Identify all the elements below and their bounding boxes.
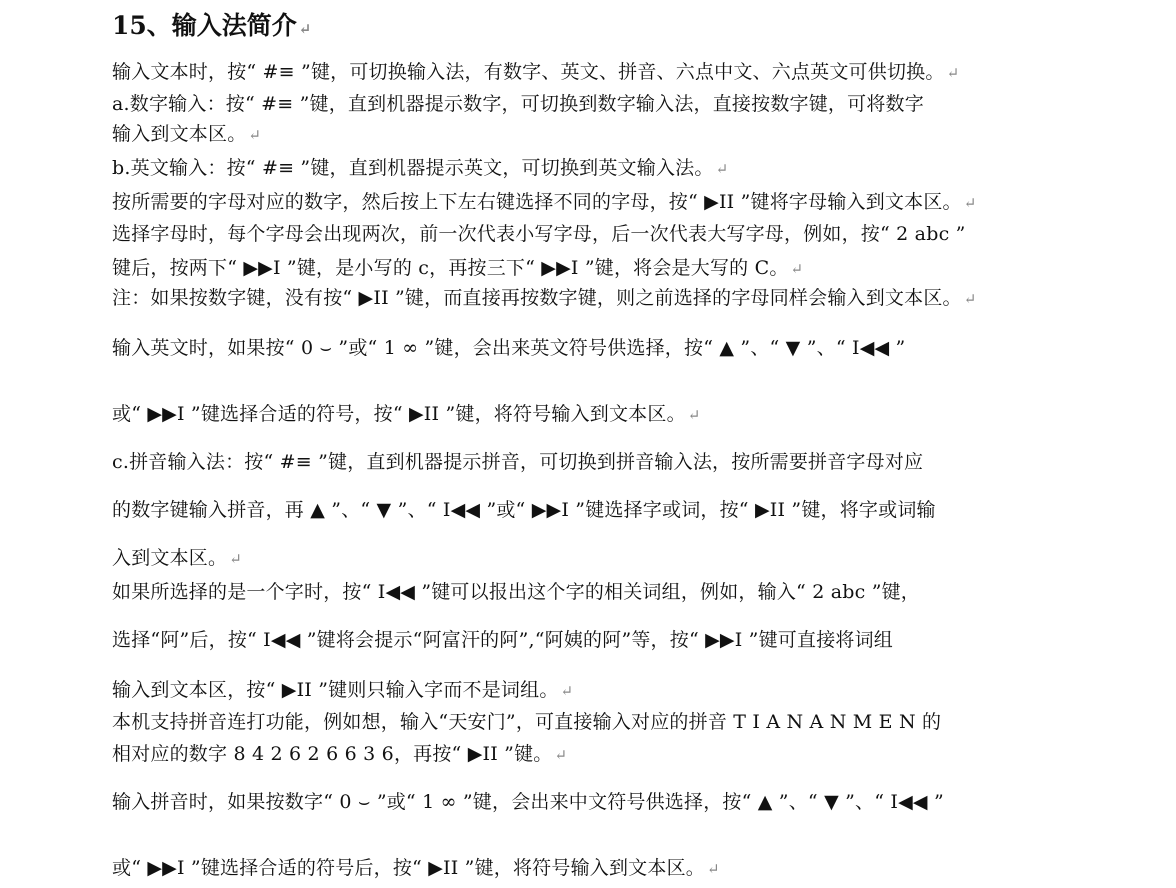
text-line: 的数字键输入拼音，再 ▲ ”、“ ▼ ”、“ I◀◀ ”或“ ▶▶I ”键选择字或词，按“ ▶II ”键，将字或词输 — [112, 499, 936, 521]
text-line: b.英文输入：按“ #≡ ”键，直到机器提示英文，可切换到英文输入法。 ↵ — [112, 157, 729, 179]
text-line: 或“ ▶▶I ”键选择合适的符号后，按“ ▶II ”键，将符号输入到文本区。 ↵ — [112, 857, 720, 879]
text-line: 或“ ▶▶I ”键选择合适的符号，按“ ▶II ”键，将符号输入到文本区。 ↵ — [112, 403, 701, 425]
text-line: 输入英文时，如果按“ 0 ⌣ ”或“ 1 ∞ ”键，会出来英文符号供选择，按“ ▲ ”、“ ▼ ”、“ I◀◀ ” — [112, 337, 906, 359]
text-line: 键后，按两下“ ▶▶I ”键，是小写的 c，再按三下“ ▶▶I ”键，将会是大写的 C。 ↵ — [112, 257, 804, 279]
text-line: c.拼音输入法：按“ #≡ ”键，直到机器提示拼音，可切换到拼音输入法，按所需要拼音字母对应 — [112, 451, 924, 473]
text-line: 如果所选择的是一个字时，按“ I◀◀ ”键可以报出这个字的相关词组，例如，输入“ 2 abc ”键， — [112, 581, 921, 603]
text-line: 输入到文本区，按“ ▶II ”键则只输入字而不是词组。 ↵ — [112, 679, 574, 701]
text-line: 输入文本时，按“ #≡ ”键，可切换输入法，有数字、英文、拼音、六点中文、六点英文可供切换。 ↵ — [112, 61, 960, 83]
text-line: 入到文本区。 ↵ — [112, 547, 242, 569]
text-line: 输入拼音时，如果按数字“ 0 ⌣ ”或“ 1 ∞ ”键，会出来中文符号供选择，按“ ▲ ”、“ ▼ ”、“ I◀◀ ” — [112, 791, 944, 813]
text-line: a.数字输入：按“ #≡ ”键，直到机器提示数字，可切换到数字输入法，直接按数字键，可将数字 — [112, 93, 924, 115]
section-title: 15、输入法简介 ↵ — [112, 11, 312, 40]
text-line: 相对应的数字 8 4 2 6 2 6 6 3 6，再按“ ▶II ”键。 ↵ — [112, 743, 568, 765]
text-line: 输入到文本区。 ↵ — [112, 123, 262, 145]
text-line: 选择字母时，每个字母会出现两次，前一次代表小写字母，后一次代表大写字母，例如，按“ 2 abc ” — [112, 223, 966, 245]
text-line: 本机支持拼音连打功能，例如想，输入“天安门”，可直接输入对应的拼音 T I A N A N M E N 的 — [112, 711, 942, 733]
text-line: 选择“阿”后，按“ I◀◀ ”键将会提示“阿富汗的阿”,“阿姨的阿”等，按“ ▶▶I ”键可直接将词组 — [112, 629, 893, 651]
text-line: 按所需要的字母对应的数字，然后按上下左右键选择不同的字母，按“ ▶II ”键将字母输入到文本区。 ↵ — [112, 191, 977, 213]
text-line: 注：如果按数字键，没有按“ ▶II ”键，而直接再按数字键，则之前选择的字母同样会输入到文本区。 ↵ — [112, 287, 977, 309]
